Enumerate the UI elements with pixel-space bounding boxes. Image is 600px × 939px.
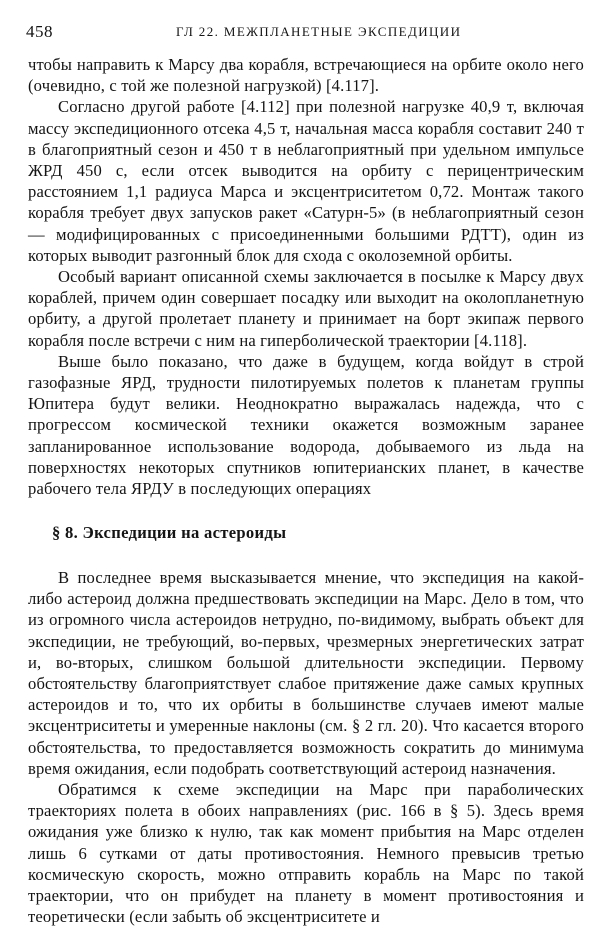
page-number: 458 [26, 22, 53, 41]
paragraph: Согласно другой работе [4.112] при полезной нагрузке 40,9 т, включая массу экспедиционного отсека 4,5 т, начальная масса корабля составит 240 т в благоприятный сезон и 450 т в неблагоприятный при удельном импульсе ЖРД 450 с, если отсек выводится на орбиту с перицентрическим расстоянием 1,1 радиуса Марса и эксцентриситетом 0,72. Монтаж такого корабля требует двух запусков ракет «Сатурн-5» (в неблагоприятный сезон — модифицированных с присоединенными большими РДТТ), один из которых выводит разгонный блок для схода с околоземной орбиты. [28, 97, 584, 265]
text-block-bottom [28, 567, 584, 927]
section-heading: § 8. Экспедиции на астероиды [52, 523, 287, 542]
paragraph: В последнее время высказывается мнение, что экспедиция на какой-либо астероид должна предшествовать экспедиции на Марс. Дело в том, что из огромного числа астероидов нетрудно, по-видимому, выбрать объект для экспедиции, не требующий, во-первых, чрезмерных энергетических затрат и, во-вторых, слишком большой длительности экспедиции. Первому обстоятельству благоприятствует слабое притяжение даже самых крупных астероидов и то, что их орбиты в большинстве случаев имеют малые эксцентриситеты и умеренные наклоны (см. § 2 гл. 20). Что касается второго обстоятельства, то предоставляется возможность сократить до минимума время ожидания, если подобрать соответствующий астероид назначения. [28, 568, 584, 778]
running-title: ГЛ 22. МЕЖПЛАНЕТНЫЕ ЭКСПЕДИЦИИ [176, 24, 462, 39]
text-block-top [28, 54, 584, 499]
paragraph: Выше было показано, что даже в будущем, когда войдут в строй газофазные ЯРД, трудности пилотируемых полетов к планетам группы Юпитера будут велики. Неоднократно выражалась надежда, что с прогрессом космической техники окажется возможным заранее запланированное использование водорода, добываемого из льда на поверхностях некоторых спутников юпитерианских планет, в качестве рабочего тела ЯРДУ в последующих операциях [28, 351, 584, 499]
paragraph: чтобы направить к Марсу два корабля, встречающиеся на орбите около него (очевидно, с той же полезной нагрузкой) [4.117]. [28, 55, 584, 96]
paragraph: Обратимся к схеме экспедиции на Марс при параболических траекториях полета в обоих направлениях (рис. 166 в § 5). Здесь время ожидания уже близко к нулю, так как момент прибытия на Марс отделен лишь 6 сутками от даты противостояния. Немного превысив третью космическую скорость, можно отправить корабль на Марс по такой траектории, что он прибудет на планету в момент противостояния и теоретически (если забыть об эксцентриситете и [28, 780, 584, 927]
page-header [26, 22, 586, 46]
paragraph: Особый вариант описанной схемы заключается в посылке к Марсу двух кораблей, причем один совершает посадку или выходит на околопланетную орбиту, а другой пролетает планету и принимает на борт экипаж первого корабля после встречи с ним на гиперболической траектории [4.118]. [28, 267, 584, 350]
